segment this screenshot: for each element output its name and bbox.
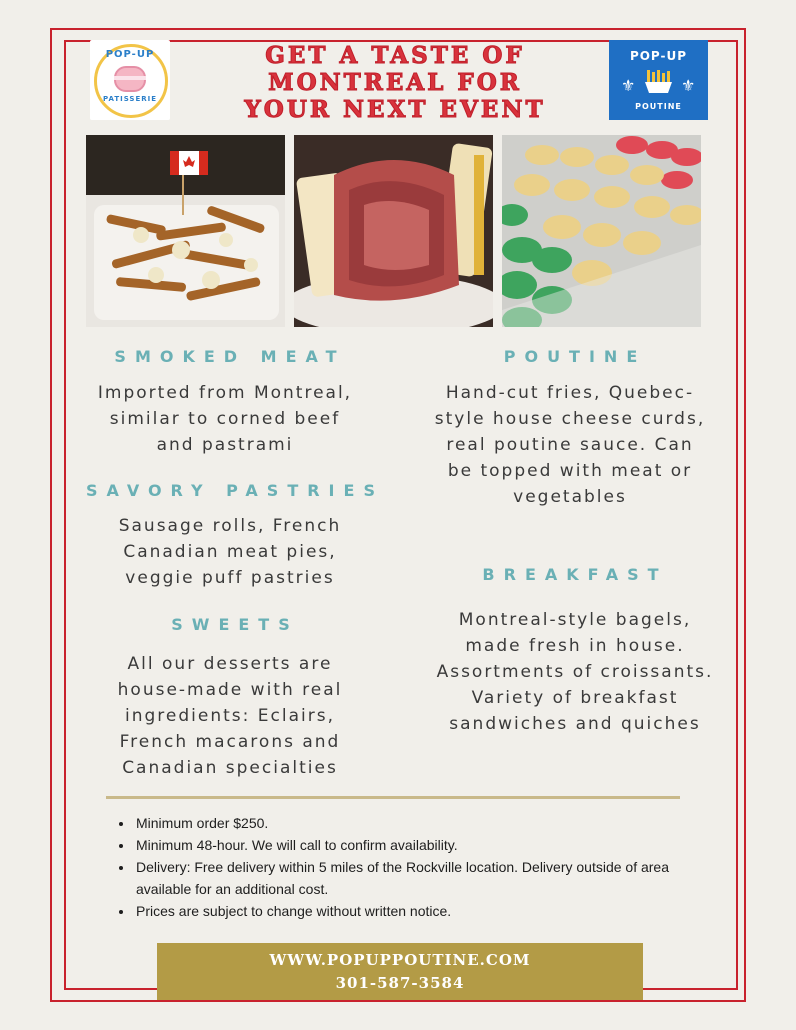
- list-item: • Minimum 48-hour. We will call to confirm availability.: [134, 834, 714, 856]
- text-line: French macarons and: [119, 732, 341, 752]
- savory-pastries-description: [70, 513, 390, 591]
- list-item: • Minimum order $250.: [134, 812, 714, 834]
- text-line: Canadian specialties: [122, 758, 338, 778]
- text-line: similar to corned beef: [109, 409, 341, 429]
- list-item: • Prices are subject to change without written notice.: [134, 900, 714, 922]
- text-line: and pastrami: [156, 435, 294, 455]
- heading-sweets: SWEETS: [171, 615, 299, 634]
- text-line: Hand-cut fries, Quebec-: [445, 383, 695, 403]
- text-line: Montreal-style bagels,: [458, 610, 692, 630]
- text-line: Assortments of croissants.: [436, 662, 714, 682]
- text-line: real poutine sauce. Can: [446, 435, 694, 455]
- phone-number[interactable]: 301-587-3584: [335, 974, 465, 992]
- macaron-icon: [114, 66, 146, 92]
- poutine-photo: [86, 135, 285, 327]
- sweets-description: [70, 651, 390, 781]
- heading-poutine: POUTINE: [503, 347, 647, 366]
- fleur-de-lis-icon: ⚜: [681, 76, 696, 95]
- list-item: • Delivery: Free delivery within 5 miles of the Rockville location. Delivery outside of area available for an additional cost.: [134, 856, 714, 900]
- logo-left-bottom-text: PATISSERIE: [102, 95, 158, 103]
- text-line: Imported from Montreal,: [97, 383, 353, 403]
- text-line: Variety of breakfast: [471, 688, 679, 708]
- text-line: made fresh in house.: [465, 636, 685, 656]
- logo-right-top-text: POP-UP: [629, 49, 688, 63]
- page-title: [190, 42, 600, 123]
- title-line-1: GET A TASTE OF: [265, 42, 525, 69]
- text-line: vegetables: [513, 487, 627, 507]
- fleur-de-lis-icon: ⚜: [621, 76, 636, 95]
- text-line: veggie puff pastries: [125, 568, 335, 588]
- logo-right-bottom-text: POUTINE: [635, 102, 682, 111]
- text-line: be topped with meat or: [447, 461, 693, 481]
- macarons-photo: [502, 135, 701, 327]
- text-line: sandwiches and quiches: [449, 714, 701, 734]
- text-line: Sausage rolls, French: [118, 516, 342, 536]
- heading-smoked-meat: SMOKED MEAT: [114, 347, 346, 366]
- pop-up-patisserie-logo: [90, 40, 170, 120]
- smoked-meat-sandwich-photo: [294, 135, 493, 327]
- text-line: All our desserts are: [127, 654, 333, 674]
- smoked-meat-description: [70, 380, 380, 458]
- heading-savory-pastries: SAVORY PASTRIES: [86, 481, 384, 500]
- notes-list: [116, 812, 714, 922]
- canada-flag-icon: [170, 151, 208, 175]
- heading-breakfast: BREAKFAST: [482, 565, 668, 584]
- text-line: house-made with real: [117, 680, 343, 700]
- title-line-2: MONTREAL FOR: [268, 69, 522, 96]
- logo-left-top-text: POP-UP: [105, 49, 155, 60]
- poutine-description: [410, 380, 730, 510]
- breakfast-description: [410, 607, 740, 737]
- title-line-3: YOUR NEXT EVENT: [244, 96, 546, 123]
- pop-up-poutine-logo: [609, 40, 708, 120]
- text-line: Canadian meat pies,: [123, 542, 337, 562]
- fries-icon: [643, 70, 674, 94]
- contact-banner: [157, 943, 643, 1000]
- website-link[interactable]: WWW.POPUPPOUTINE.COM: [269, 951, 531, 969]
- text-line: ingredients: Eclairs,: [125, 706, 335, 726]
- divider: [106, 796, 680, 799]
- text-line: style house cheese curds,: [434, 409, 706, 429]
